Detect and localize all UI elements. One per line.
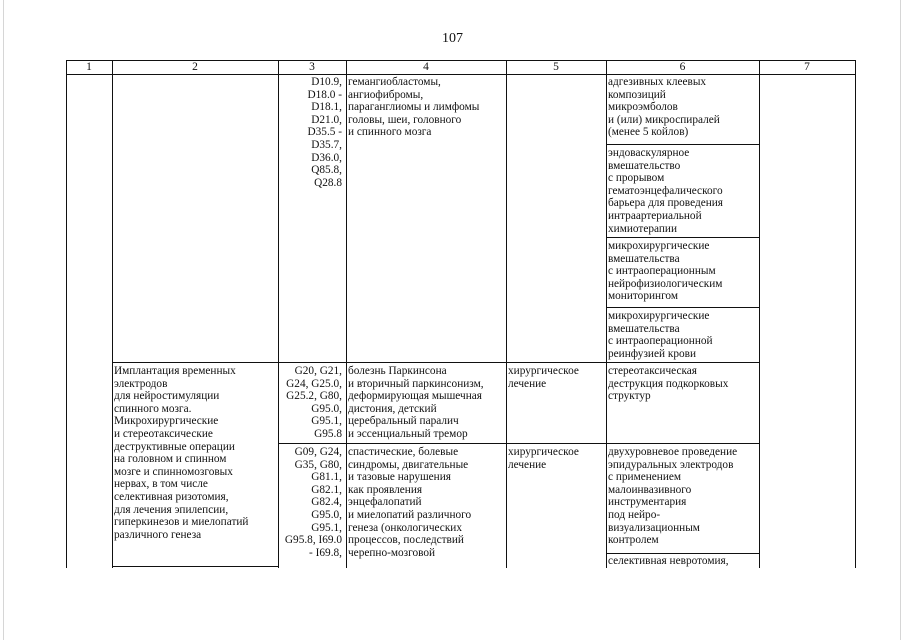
- icd-codes-cell: G20, G21, G24, G25.0, G25.2, G80, G95.0, G95.1, G95.8: [286, 365, 342, 440]
- column-header-5: 5: [553, 61, 559, 73]
- column-header-7: 7: [804, 61, 810, 73]
- icd-codes-cell: G09, G24, G35, G80, G81.1, G82.1, G82.4, G95.0, G95.1, G95.8, I69.0 - I69.8,: [284, 446, 342, 559]
- treatment-type-cell: хирургическое лечение: [508, 446, 579, 471]
- col-rule-4: [506, 60, 507, 568]
- row-divider: [606, 307, 759, 308]
- row-divider: [606, 144, 759, 145]
- header-bottom-rule: [66, 74, 855, 75]
- page-number: 107: [442, 31, 463, 46]
- column-header-2: 2: [192, 61, 198, 73]
- col-rule-1: [112, 60, 113, 568]
- scan-edge-left: [3, 0, 4, 640]
- row-divider: [278, 443, 759, 444]
- col-rule-5: [606, 60, 607, 568]
- icd-codes-cell: D10.9, D18.0 - D18.1, D21.0, D35.5 - D35.7, D36.0, Q85.8, Q28.8: [307, 76, 342, 189]
- treatment-type-cell: хирургическое лечение: [508, 365, 579, 390]
- diagnosis-cell: спастические, болевые синдромы, двигательные и тазовые нарушения как проявления энцефалопатий и миелопатий различного генеза (онкологических процессов, последствий черепно-мозговой: [348, 446, 472, 559]
- column-header-4: 4: [423, 61, 429, 73]
- method-cell: стереотаксическая деструкция подкорковых структур: [608, 365, 729, 403]
- method-cell: адгезивных клеевых композиций микроэмболов и (или) микроспиралей (менее 5 койлов): [608, 76, 720, 139]
- method-cell: эндоваскулярное вмешательство с прорывом гематоэнцефалического барьера для проведения интраартериальной химиотерапии: [608, 147, 723, 235]
- care-type-name-cell: Имплантация временных электродов для нейростимуляции спинного мозга. Микрохирургические и стереотаксические деструктивные операции на головном и спинном мозге и спинномозговых нервах, в том числе селективная ризотомия, для лечения эпилепсии, гиперкинезов и миелопатий различного генеза: [114, 365, 249, 541]
- method-cell: микрохирургические вмешательства с интраоперационной реинфузией крови: [608, 310, 713, 360]
- method-cell: селективная невротомия,: [608, 555, 729, 567]
- col-rule-6: [759, 60, 760, 568]
- column-header-3: 3: [309, 61, 315, 73]
- method-cell: двухуровневое проведение эпидуральных электродов с применением малоинвазивного инструментария под нейро- визуализационным контролем: [608, 446, 738, 547]
- scan-edge-right: [900, 0, 901, 640]
- diagnosis-cell: болезнь Паркинсона и вторичный паркинсонизм, деформирующая мышечная дистония, детский церебральный паралич и эссенциальный тремор: [348, 365, 484, 440]
- row-divider: [112, 362, 759, 363]
- method-cell: микрохирургические вмешательства с интраоперационным нейрофизиологическим мониторингом: [608, 240, 723, 303]
- diagnosis-cell: гемангиобластомы, ангиофибромы, параганглиомы и лимфомы головы, шеи, головного и спинного мозга: [348, 76, 480, 139]
- row-divider: [606, 237, 759, 238]
- column-header-6: 6: [679, 61, 686, 73]
- col-rule-7: [855, 60, 856, 568]
- row-divider: [606, 553, 759, 554]
- col-rule-3: [346, 60, 347, 568]
- column-header-1: 1: [86, 61, 92, 73]
- block-bottom-rule: [112, 566, 278, 567]
- col-rule-0: [66, 60, 67, 568]
